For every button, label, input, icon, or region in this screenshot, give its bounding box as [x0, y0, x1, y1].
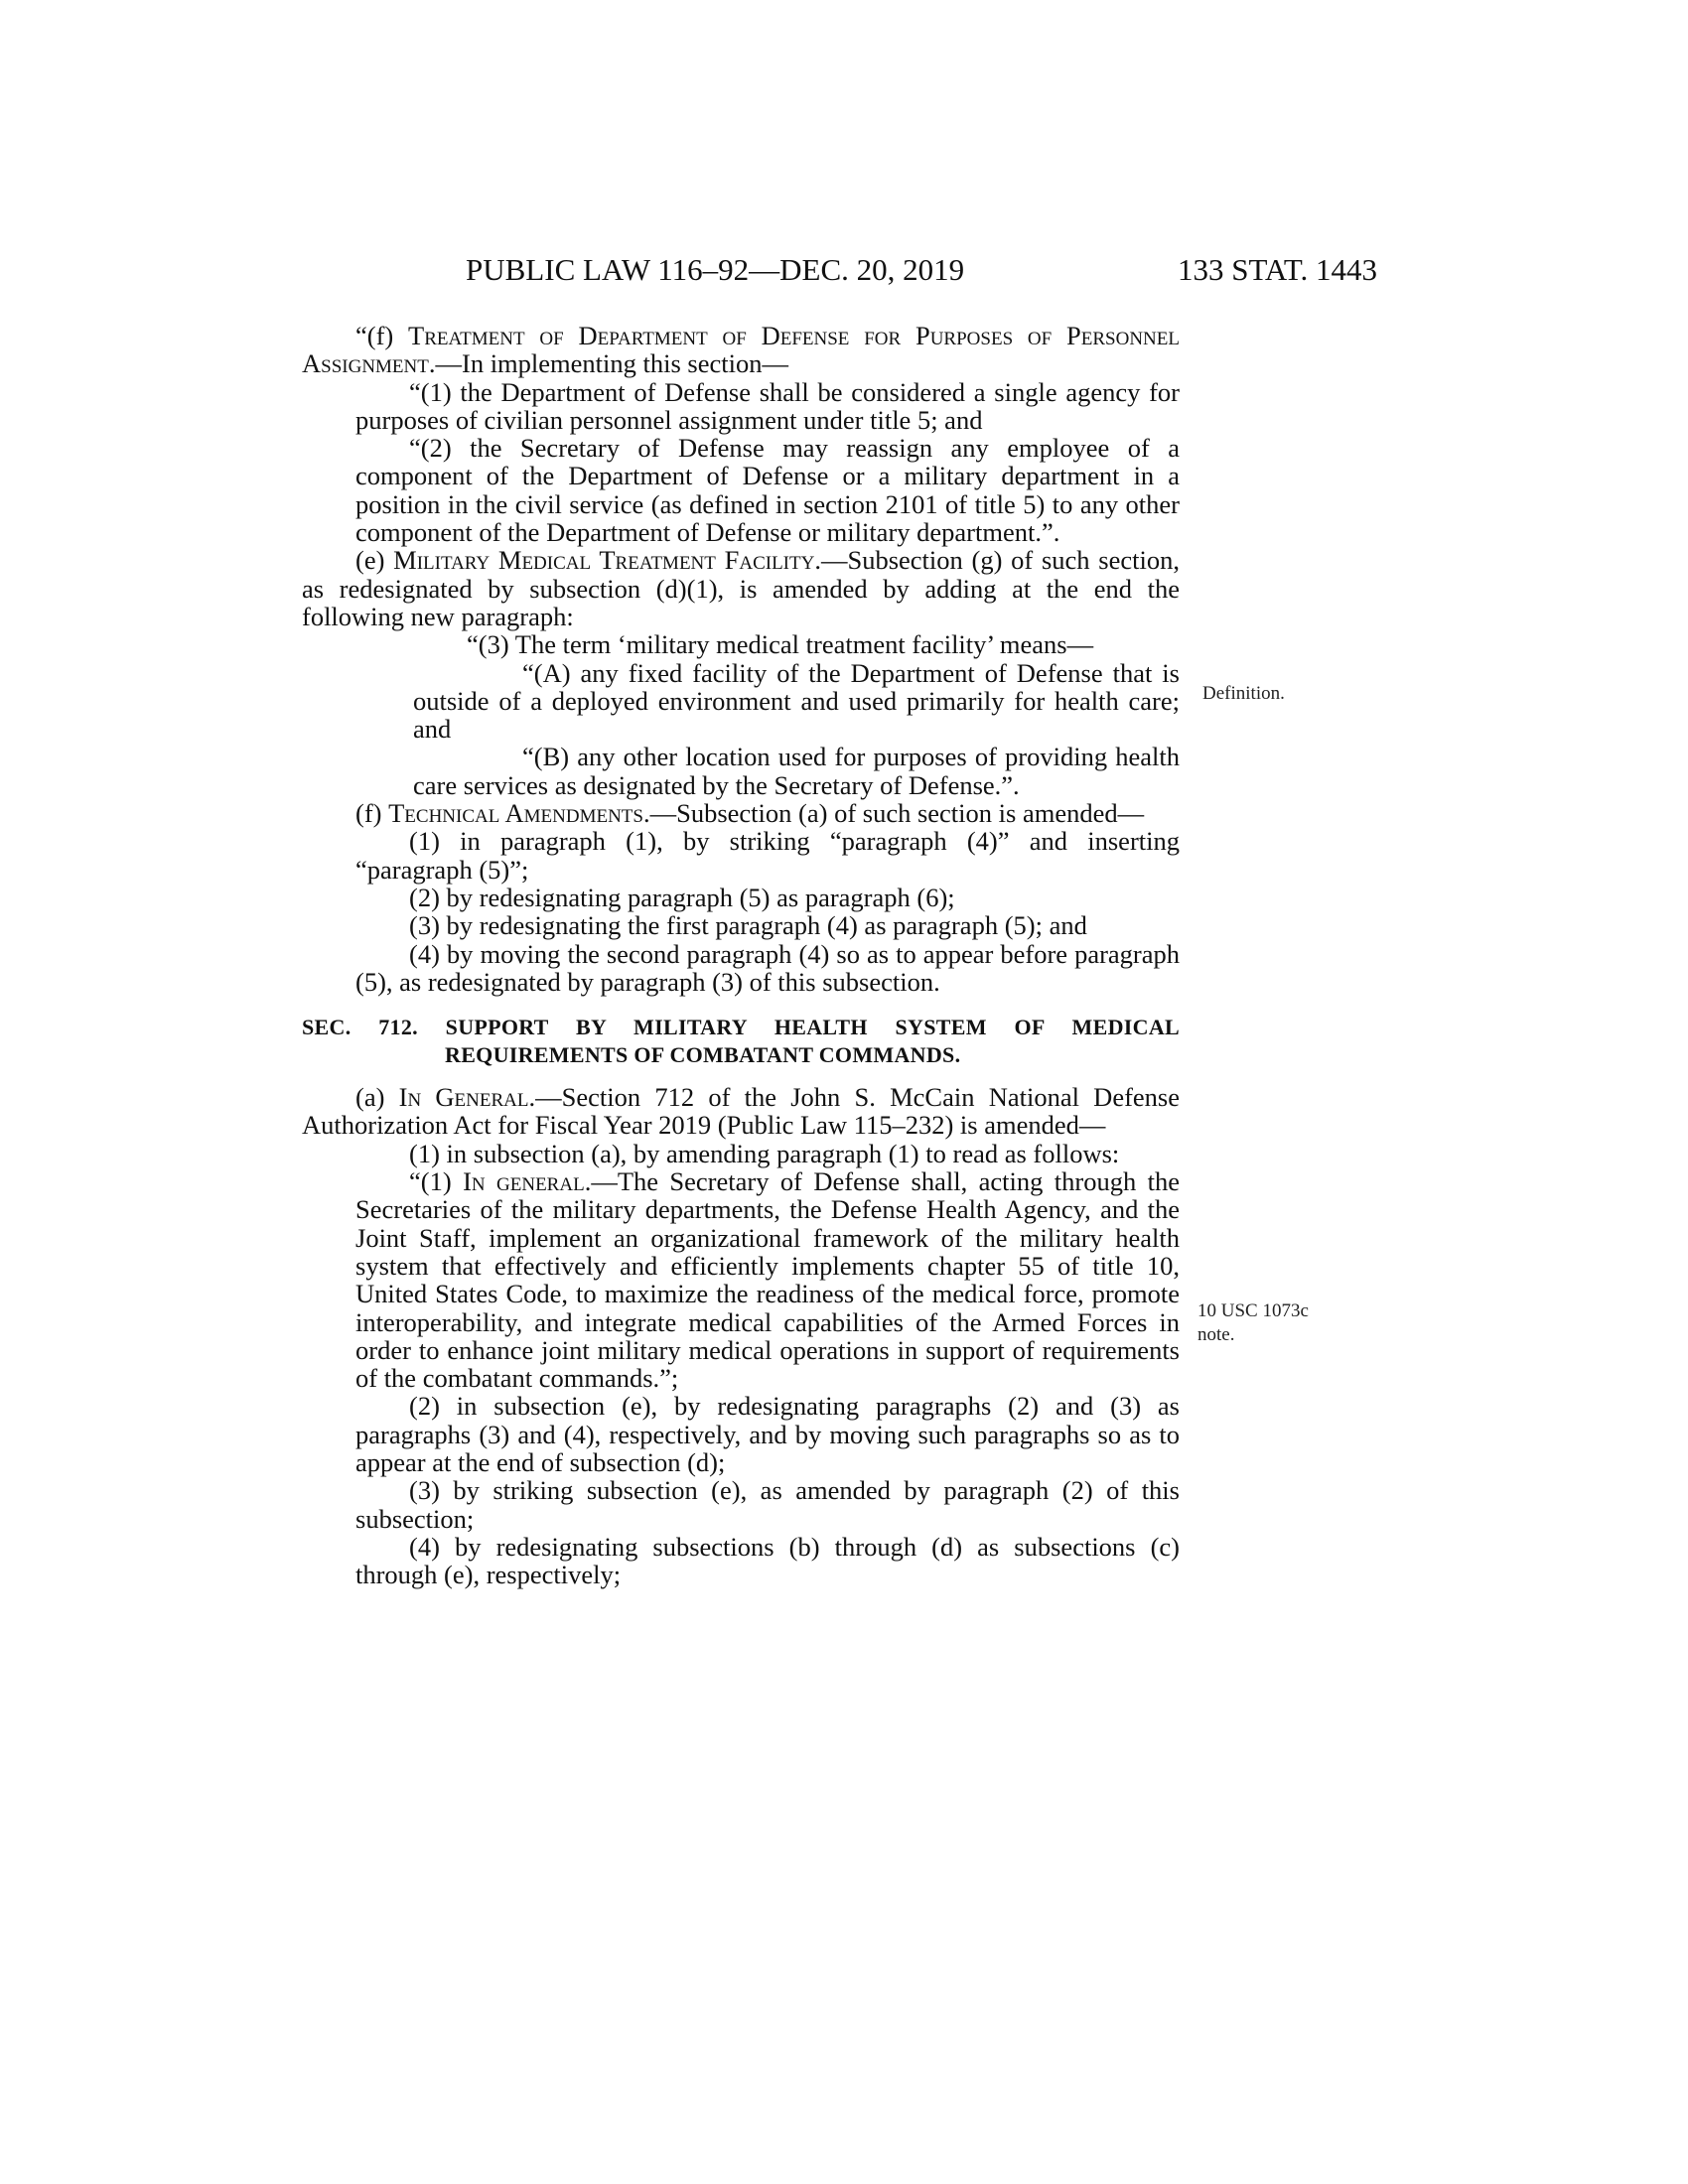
- document-body: [302, 322, 1180, 1588]
- paragraph-a-1: (1) in subsection (a), by amending paragraph (1) to read as follows:: [409, 1138, 1120, 1168]
- paragraph-f-2: “(2) the Secretary of Defense may reassign any employee of a component of the Department of Defense or a military department in a position in the civil service (as defined in section 2101 of title 5) to any other component of the Department of Defense or military department.”.: [355, 433, 1180, 548]
- margin-note-definition: Definition.: [1202, 683, 1285, 704]
- stat-page-number: 133 STAT. 1443: [1177, 252, 1377, 287]
- paragraph-f-treatment: [302, 322, 1180, 378]
- paragraph-text: .—In implementing this section—: [428, 348, 788, 379]
- paragraph-label: “(1): [409, 1166, 464, 1197]
- margin-note-usc-line1: 10 USC 1073c: [1197, 1300, 1309, 1321]
- paragraph-heading: In general: [463, 1166, 585, 1197]
- paragraph-text: .—The Secretary of Defense shall, acting through the Secretaries of the military departments, the Defense Health Agency, and the Joint Staff, implement an organizational framework of the military health system that effectively and efficiently implements chapter 55 of title 10, United States Code, to maximize the readiness of the medical force, promote interoperability, and integrate medical capabilities of the Armed Forces in order to enhance joint military medical operations in support of requirements of the combatant commands.”;: [355, 1166, 1181, 1394]
- paragraph-e-A: “(A) any fixed facility of the Department of Defense that is outside of a deployed environment and used primarily for health care; and: [413, 657, 1180, 745]
- paragraph-f-1: “(1) the Department of Defense shall be considered a single agency for purposes of civilian personnel assignment under title 5; and: [355, 376, 1180, 435]
- paragraph-text: .—Subsection (a) of such section is amended—: [642, 798, 1145, 829]
- paragraph-tf-3: (3) by redesignating the first paragraph (4) as paragraph (5); and: [409, 910, 1087, 941]
- paragraph-text: .—Subsection (g) of such section, as redesignated by subsection (d)(1), is amended by adding at the end the following new paragraph:: [302, 545, 1180, 631]
- margin-note-usc-line2: note.: [1197, 1324, 1235, 1345]
- paragraph-e-mmtf: [302, 546, 1180, 630]
- page-header: [298, 250, 1377, 290]
- paragraph-quoted-1: [302, 1167, 1180, 1392]
- paragraph-tf-2: (2) by redesignating paragraph (5) as paragraph (6);: [409, 882, 955, 912]
- paragraph-a-2: (2) in subsection (e), by redesignating paragraphs (2) and (3) as paragraphs (3) and (4), respectively, and by moving such paragraphs so as to appear at the end of subsection (d);: [355, 1391, 1180, 1477]
- paragraph-label: (a): [355, 1082, 399, 1113]
- paragraph-e-B: “(B) any other location used for purposes of providing health care services as designated by the Secretary of Defense.”.: [413, 742, 1180, 800]
- running-head: PUBLIC LAW 116–92—DEC. 20, 2019: [466, 252, 965, 287]
- subsection-heading: Technical Amendments: [388, 798, 643, 829]
- subsection-heading: Military Medical Treatment Facility: [393, 545, 815, 576]
- paragraph-tf-1: (1) in paragraph (1), by striking “paragraph (4)” and inserting “paragraph (5)”;: [355, 826, 1180, 885]
- section-heading-text: SEC. 712. SUPPORT BY MILITARY HEALTH SYSTEM OF MEDICAL REQUIREMENTS OF COMBATANT COMMANDS.: [302, 1015, 1180, 1068]
- paragraph-a-general: [302, 1083, 1180, 1140]
- paragraph-label: (f): [355, 798, 389, 829]
- paragraph-label: “(f): [355, 321, 409, 350]
- subsection-heading: In General: [398, 1082, 529, 1113]
- paragraph-tf-4: (4) by moving the second paragraph (4) so as to appear before paragraph (5), as redesignated by paragraph (3) of this subsection.: [355, 938, 1180, 997]
- paragraph-e-3: “(3) The term ‘military medical treatment facility’ means—: [467, 629, 1094, 660]
- subsection-heading: Treatment of Department of Defense for Purposes of Personnel Assignment: [302, 321, 1180, 379]
- section-712-heading: [302, 1014, 1180, 1069]
- paragraph-text: .—Section 712 of the John S. McCain National Defense Authorization Act for Fiscal Year 2019 (Public Law 115–232) is amended—: [302, 1082, 1180, 1141]
- paragraph-a-3: (3) by striking subsection (e), as amended by paragraph (2) of this subsection;: [355, 1475, 1180, 1534]
- paragraph-label: (e): [355, 545, 394, 576]
- paragraph-a-4: (4) by redesignating subsections (b) through (d) as subsections (c) through (e), respectively;: [355, 1531, 1180, 1590]
- paragraph-f-technical: [302, 799, 1180, 827]
